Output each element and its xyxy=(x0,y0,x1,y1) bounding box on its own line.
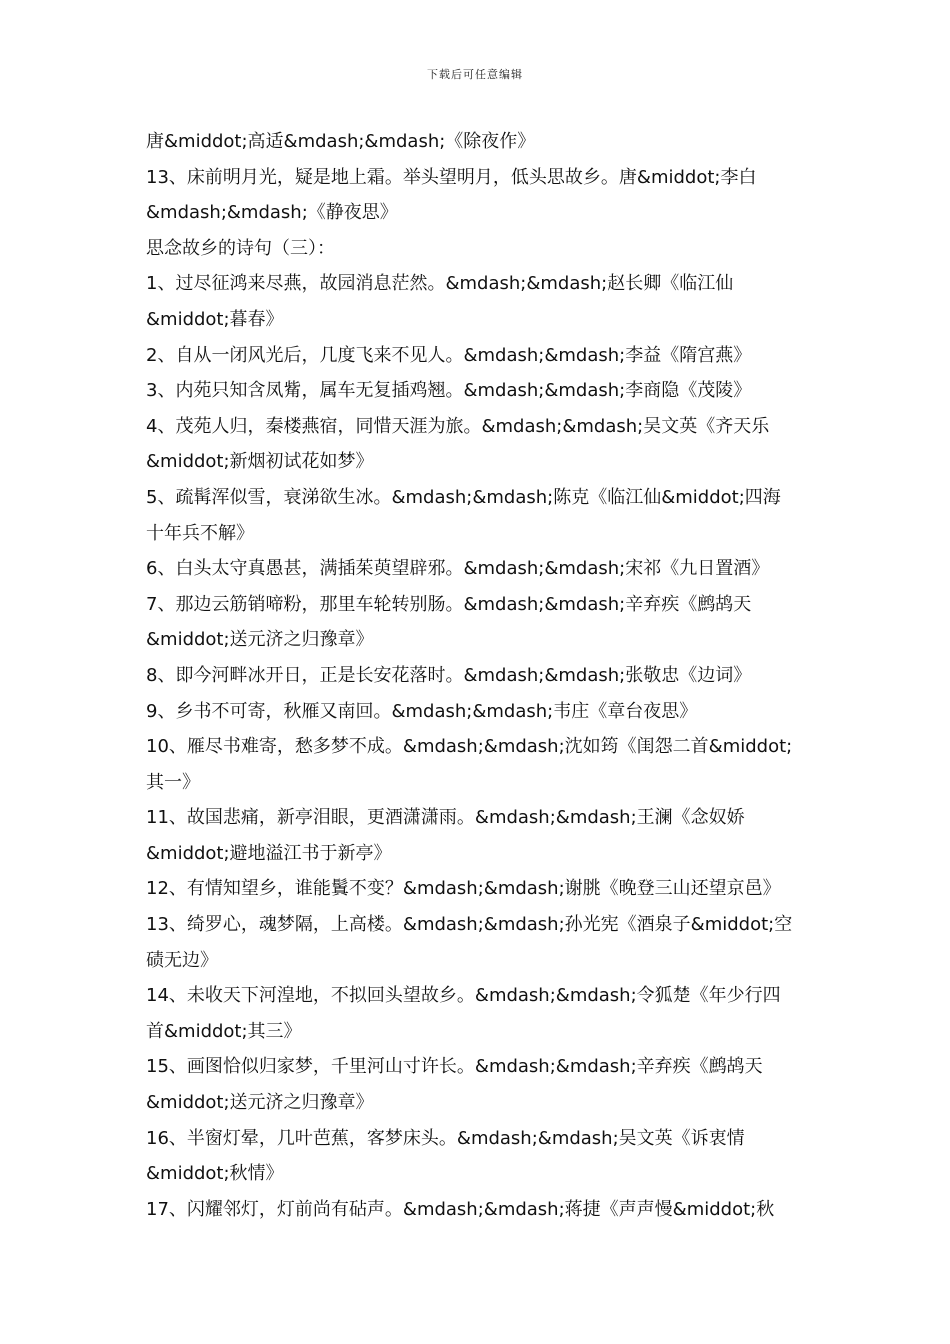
text-line: 7、那边云筋销啼粉，那里车轮转别肠。&mdash;&mdash;辛弃疾《鹧鸪天 xyxy=(146,593,752,615)
page-header: 下载后可任意编辑 xyxy=(427,68,523,81)
text-line: &middot;秋情》 xyxy=(146,1163,284,1185)
text-line: 13、绮罗心，魂梦隔，上高楼。&mdash;&mdash;孙光宪《酒泉子&middot;空 xyxy=(146,914,793,936)
document-body xyxy=(146,124,810,1227)
text-line: 8、即今河畔冰开日，正是长安花落时。&mdash;&mdash;张敬忠《边词》 xyxy=(146,664,752,686)
text-line: 1、过尽征鸿来尽燕，故园消息茫然。&mdash;&mdash;赵长卿《临江仙 xyxy=(146,273,734,295)
text-line: &mdash;&mdash;《静夜思》 xyxy=(146,202,398,224)
text-line: 其一》 xyxy=(146,771,200,793)
text-line: 15、画图恰似归家梦，千里河山寸许长。&mdash;&mdash;辛弃疾《鹧鸪天 xyxy=(146,1056,763,1078)
text-line: 碛无边》 xyxy=(146,949,218,971)
text-line: 11、故国悲痛，新亭泪眼，更酒潇潇雨。&mdash;&mdash;王澜《念奴娇 xyxy=(146,807,745,829)
text-line: 首&middot;其三》 xyxy=(146,1020,302,1042)
text-line: &middot;暮春》 xyxy=(146,308,284,330)
text-line: &middot;新烟初试花如梦》 xyxy=(146,451,374,473)
text-line: 12、有情知望乡，谁能鬒不变？&mdash;&mdash;谢朓《晚登三山还望京邑》 xyxy=(146,878,781,900)
text-line: 5、疏髯浑似雪，衰涕欲生冰。&mdash;&mdash;陈克《临江仙&middot;四海 xyxy=(146,486,781,508)
text-line: 2、自从一闭风光后，几度飞来不见人。&mdash;&mdash;李益《隋宫燕》 xyxy=(146,344,752,366)
text-line: 十年兵不解》 xyxy=(146,522,254,544)
text-line: 3、内苑只知含凤觜，属车无复插鸡翘。&mdash;&mdash;李商隐《茂陵》 xyxy=(146,380,752,402)
text-line: &middot;送元济之归豫章》 xyxy=(146,1092,374,1114)
text-line: 17、闪耀邻灯，灯前尚有砧声。&mdash;&mdash;蒋捷《声声慢&middot;秋 xyxy=(146,1198,775,1220)
text-line: 16、半窗灯晕，几叶芭蕉，客梦床头。&mdash;&mdash;吴文英《诉衷情 xyxy=(146,1127,745,1149)
text-line: 思念故乡的诗句（三）： xyxy=(146,237,335,259)
text-line: 13、床前明月光，疑是地上霜。举头望明月，低头思故乡。唐&middot;李白 xyxy=(146,166,757,188)
text-line: 6、白头太守真愚甚，满插茱萸望辟邪。&mdash;&mdash;宋祁《九日置酒》 xyxy=(146,558,770,580)
text-line: 4、茂苑人归，秦楼燕宿，同惜天涯为旅。&mdash;&mdash;吴文英《齐天乐 xyxy=(146,415,770,437)
text-line: 9、乡书不可寄，秋雁又南回。&mdash;&mdash;韦庄《章台夜思》 xyxy=(146,700,698,722)
text-line: 10、雁尽书难寄，愁多梦不成。&mdash;&mdash;沈如筠《闺怨二首&middot; xyxy=(146,736,793,758)
text-line: 14、未收天下河湟地，不拟回头望故乡。&mdash;&mdash;令狐楚《年少行四 xyxy=(146,985,781,1007)
text-line: &middot;送元济之归豫章》 xyxy=(146,629,374,651)
text-line: 唐&middot;高适&mdash;&mdash;《除夜作》 xyxy=(146,131,536,152)
text-line: &middot;避地溢江书于新亭》 xyxy=(146,842,392,864)
